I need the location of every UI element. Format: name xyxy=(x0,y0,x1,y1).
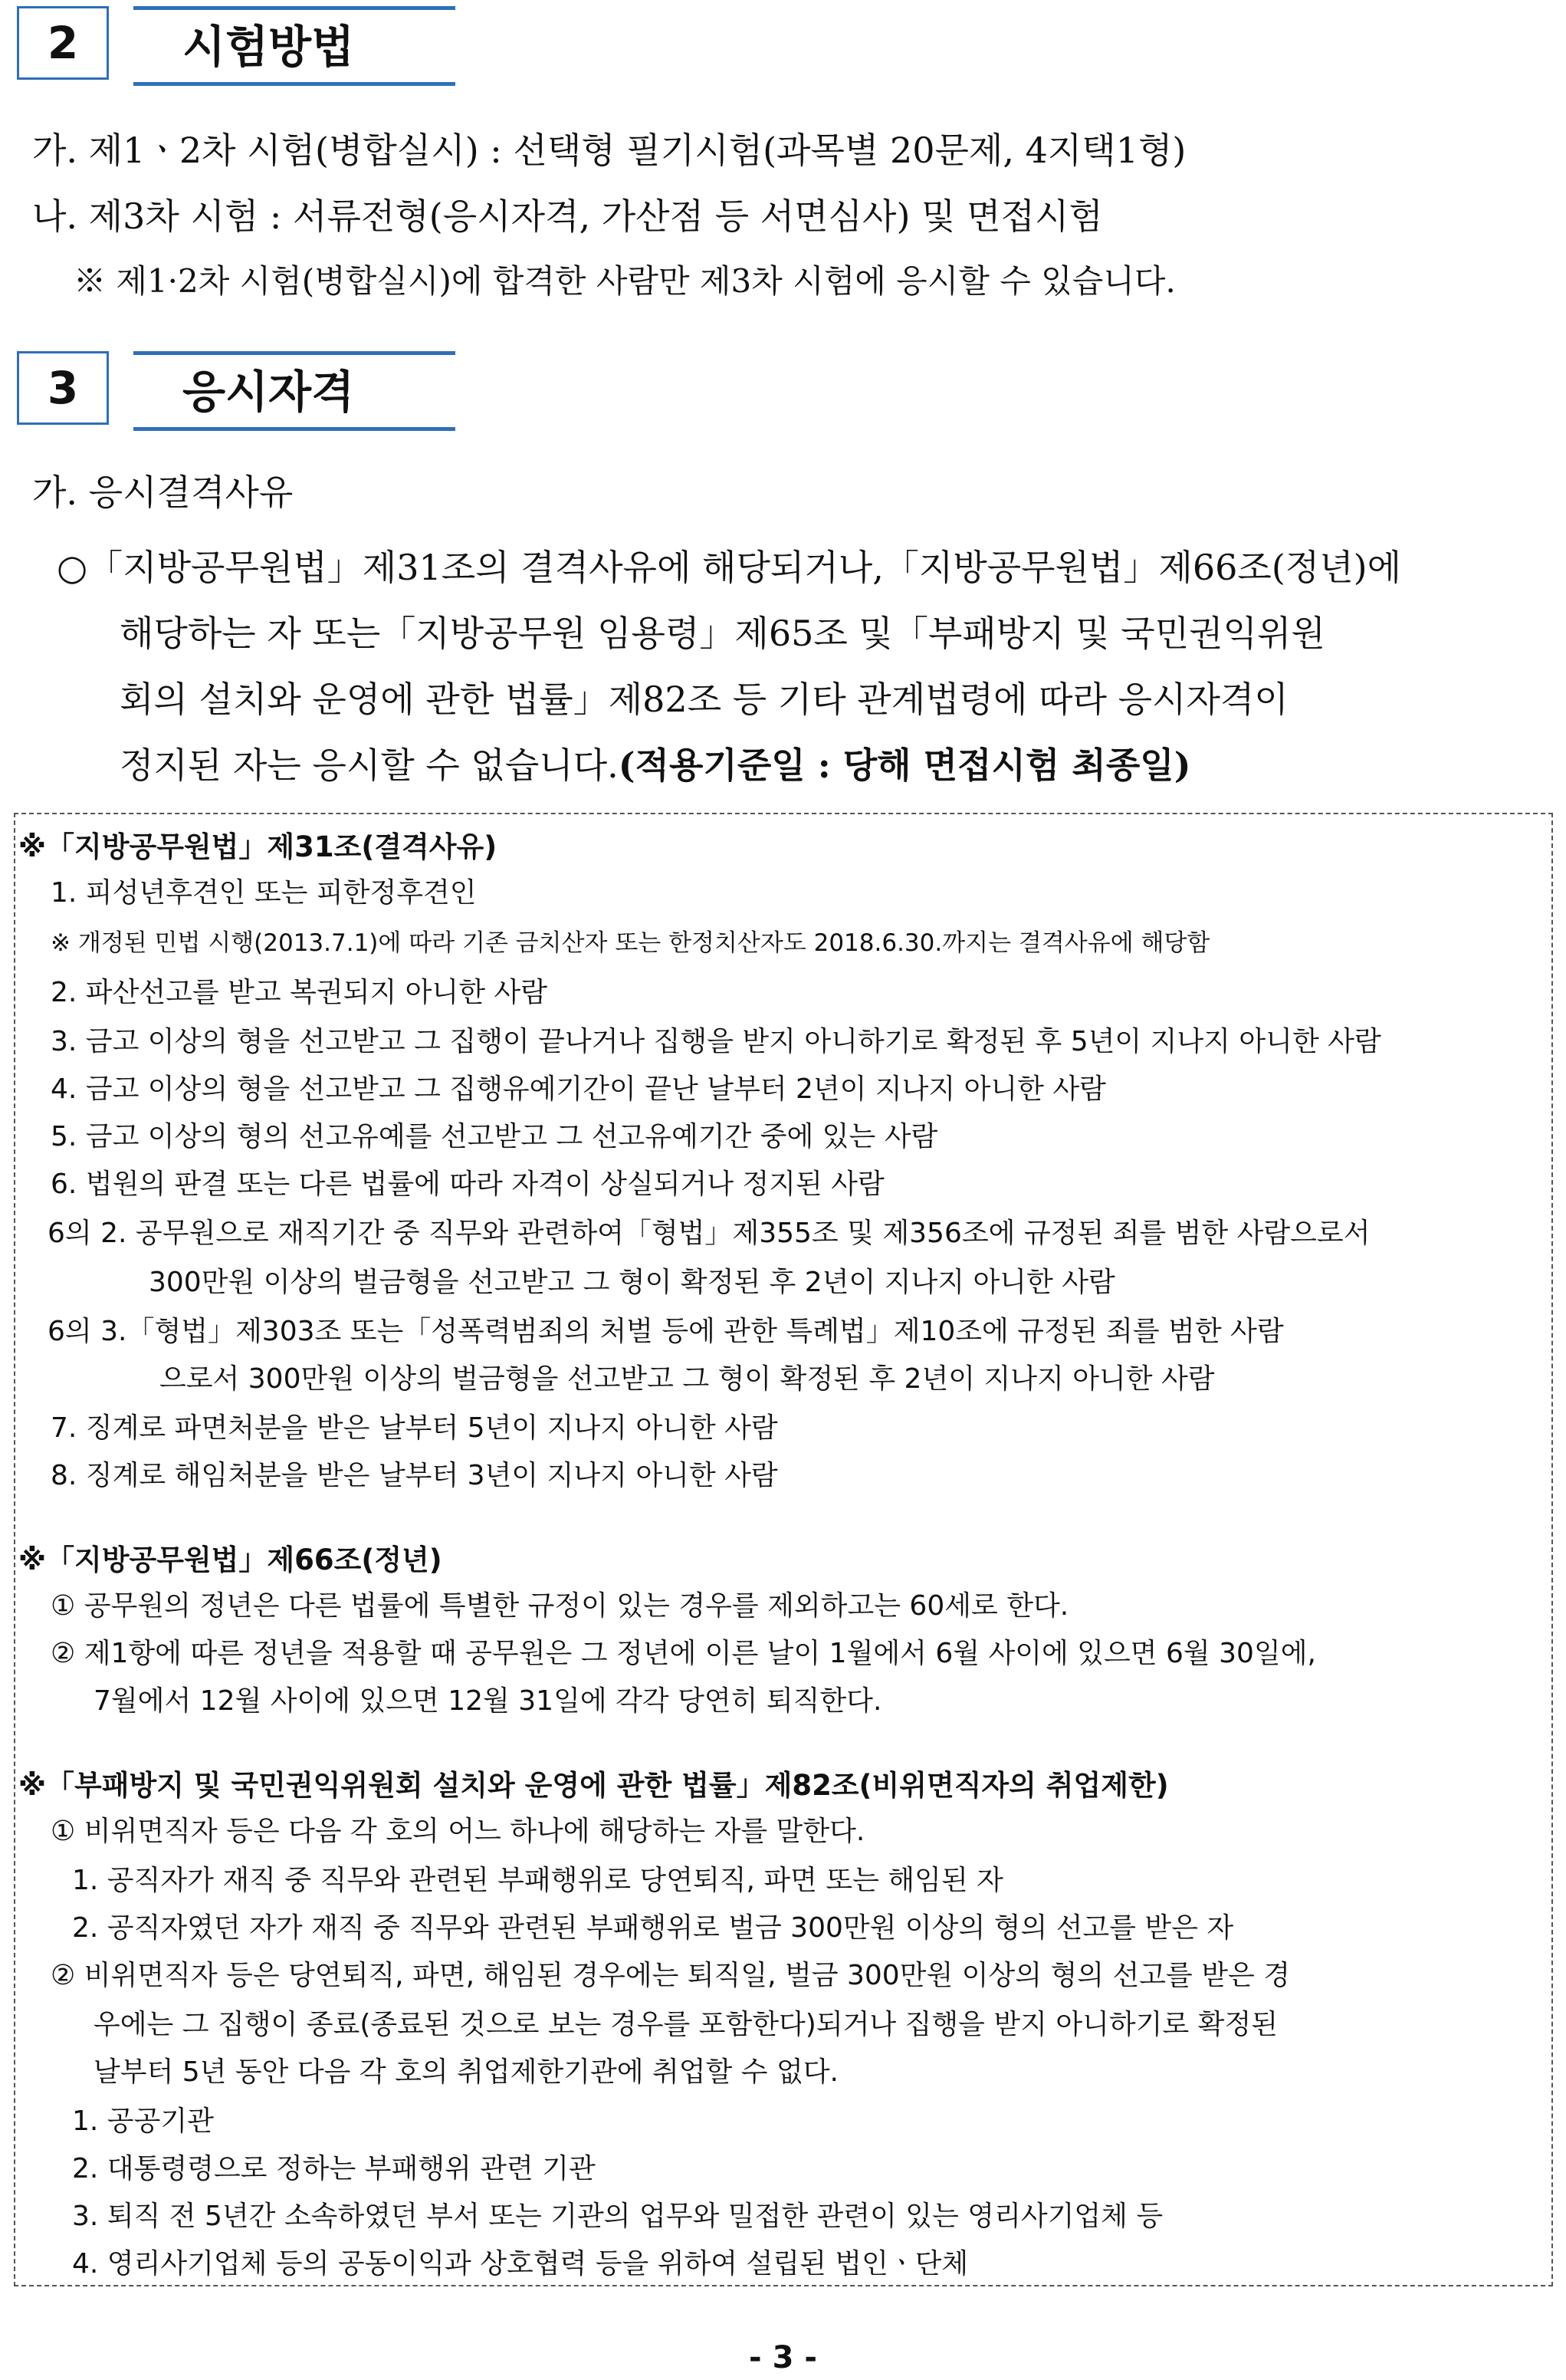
art82-heading: ※「부패방지 및 국민권익위원회 설치와 운영에 관한 법률」제82조(비위면직자의 취업제한) xyxy=(18,1769,1169,1802)
disqualification-paragraph-text: 정지된 자는 응시할 수 없습니다. xyxy=(120,745,619,786)
art31-line-continued: 300만원 이상의 벌금형을 선고받고 그 형이 확정된 후 2년이 지나지 아니한 사람 xyxy=(149,1267,1115,1298)
section-3-number: 3 xyxy=(17,351,109,425)
art31-line: 6의 2. 공무원으로 재직기간 중 직무와 관련하여「형법」제355조 및 제356조에 규정된 죄를 범한 사람으로서 xyxy=(48,1218,1371,1249)
art66-heading: ※「지방공무원법」제66조(정년) xyxy=(18,1543,442,1576)
art31-line: 8. 징계로 해임처분을 받은 날부터 3년이 지나지 아니한 사람 xyxy=(51,1460,778,1491)
art66-line-continued: 7월에서 12월 사이에 있으면 12월 31일에 각각 당연히 퇴직한다. xyxy=(94,1685,882,1717)
art66-line: ② 제1항에 따른 정년을 적용할 때 공무원은 그 정년에 이른 날이 1월에서 6월 사이에 있으면 6월 30일에, xyxy=(51,1638,1316,1669)
art82-line: 3. 퇴직 전 5년간 소속하였던 부서 또는 기관의 업무와 밀접한 관련이 있는 영리사기업체 등 xyxy=(72,2201,1164,2232)
art31-heading: ※「지방공무원법」제31조(결격사유) xyxy=(18,830,497,863)
disqualification-paragraph-line: ○「지방공무원법」제31조의 결격사유에 해당되거나,「지방공무원법」제66조(정년)에 xyxy=(57,547,1402,588)
section-3-title-box xyxy=(133,351,455,431)
disqualification-paragraph-line: 해당하는 자 또는「지방공무원 임용령」제65조 및「부패방지 및 국민권익위원 xyxy=(120,613,1325,654)
section-3-title: 응시자격 xyxy=(182,366,355,418)
art31-line: 2. 파산선고를 받고 복권되지 아니한 사람 xyxy=(51,977,547,1008)
exam-method-item-ga: 가. 제1ㆍ2차 시험(병합실시) : 선택형 필기시험(과목별 20문제, 4지택1형) xyxy=(32,130,1187,171)
art31-line: 5. 금고 이상의 형의 선고유예를 선고받고 그 선고유예기간 중에 있는 사람 xyxy=(51,1121,938,1152)
art31-line-continued: 으로서 300만원 이상의 벌금형을 선고받고 그 형이 확정된 후 2년이 지나지 아니한 사람 xyxy=(159,1363,1215,1395)
section-2-title: 시험방법 xyxy=(182,21,355,73)
art31-line: 7. 징계로 파면처분을 받은 날부터 5년이 지나지 아니한 사람 xyxy=(51,1412,778,1444)
art31-line: 1. 피성년후견인 또는 피한정후견인 xyxy=(51,877,477,909)
reference-date-note: (적용기준일 : 당해 면접시험 최종일) xyxy=(618,745,1191,786)
art82-line: 4. 영리사기업체 등의 공동이익과 상호협력 등을 위하여 설립된 법인ㆍ단체 xyxy=(72,2248,969,2280)
section-2-number: 2 xyxy=(17,6,109,80)
art82-line: 1. 공공기관 xyxy=(72,2106,214,2137)
art82-line: ② 비위면직자 등은 당연퇴직, 파면, 해임된 경우에는 퇴직일, 벌금 300만원 이상의 형의 선고를 받은 경 xyxy=(51,1960,1291,1991)
page-number: - 3 - xyxy=(749,2340,817,2375)
art82-line: 2. 공직자였던 자가 재직 중 직무와 관련된 부패행위로 벌금 300만원 이상의 형의 선고를 받은 자 xyxy=(72,1912,1234,1944)
disqualification-paragraph-line-last xyxy=(120,738,1190,788)
qualification-item-ga: 가. 응시결격사유 xyxy=(32,472,294,513)
art31-line: 4. 금고 이상의 형을 선고받고 그 집행유예기간이 끝난 날부터 2년이 지나지 아니한 사람 xyxy=(51,1073,1106,1105)
art82-line: 2. 대통령령으로 정하는 부패행위 관련 기관 xyxy=(72,2153,596,2184)
section-2-title-box xyxy=(133,6,455,86)
art31-sub-note: ※ 개정된 민법 시행(2013.7.1)에 따라 기존 금치산자 또는 한정치산자도 2018.6.30.까지는 결격사유에 해당함 xyxy=(51,929,1210,957)
exam-method-note: ※ 제1·2차 시험(병합실시)에 합격한 사람만 제3차 시험에 응시할 수 있습니다. xyxy=(74,262,1176,300)
disqualification-paragraph-line: 회의 설치와 운영에 관한 법률」제82조 등 기타 관계법령에 따라 응시자격이 xyxy=(120,679,1289,720)
art31-line: 6의 3.「형법」제303조 또는「성폭력범죄의 처벌 등에 관한 특례법」제10조에 규정된 죄를 범한 사람 xyxy=(48,1316,1284,1347)
art66-line: ① 공무원의 정년은 다른 법률에 특별한 규정이 있는 경우를 제외하고는 60세로 한다. xyxy=(51,1590,1069,1622)
exam-method-item-na: 나. 제3차 시험 : 서류전형(응시자격, 가산점 등 서면심사) 및 면접시험 xyxy=(32,196,1103,237)
art31-line: 3. 금고 이상의 형을 선고받고 그 집행이 끝나거나 집행을 받지 아니하기로 확정된 후 5년이 지나지 아니한 사람 xyxy=(51,1026,1381,1057)
art31-line: 6. 법원의 판결 또는 다른 법률에 따라 자격이 상실되거나 정지된 사람 xyxy=(51,1169,885,1200)
art82-line-continued: 우에는 그 집행이 종료(종료된 것으로 보는 경우를 포함한다)되거나 집행을 받지 아니하기로 확정된 xyxy=(94,2009,1279,2040)
art82-line-continued: 날부터 5년 동안 다음 각 호의 취업제한기관에 취업할 수 없다. xyxy=(94,2056,839,2088)
art82-line: ① 비위면직자 등은 다음 각 호의 어느 하나에 해당하는 자를 말한다. xyxy=(51,1816,865,1847)
art82-line: 1. 공직자가 재직 중 직무와 관련된 부패행위로 당연퇴직, 파면 또는 해임된 자 xyxy=(72,1865,1003,1896)
